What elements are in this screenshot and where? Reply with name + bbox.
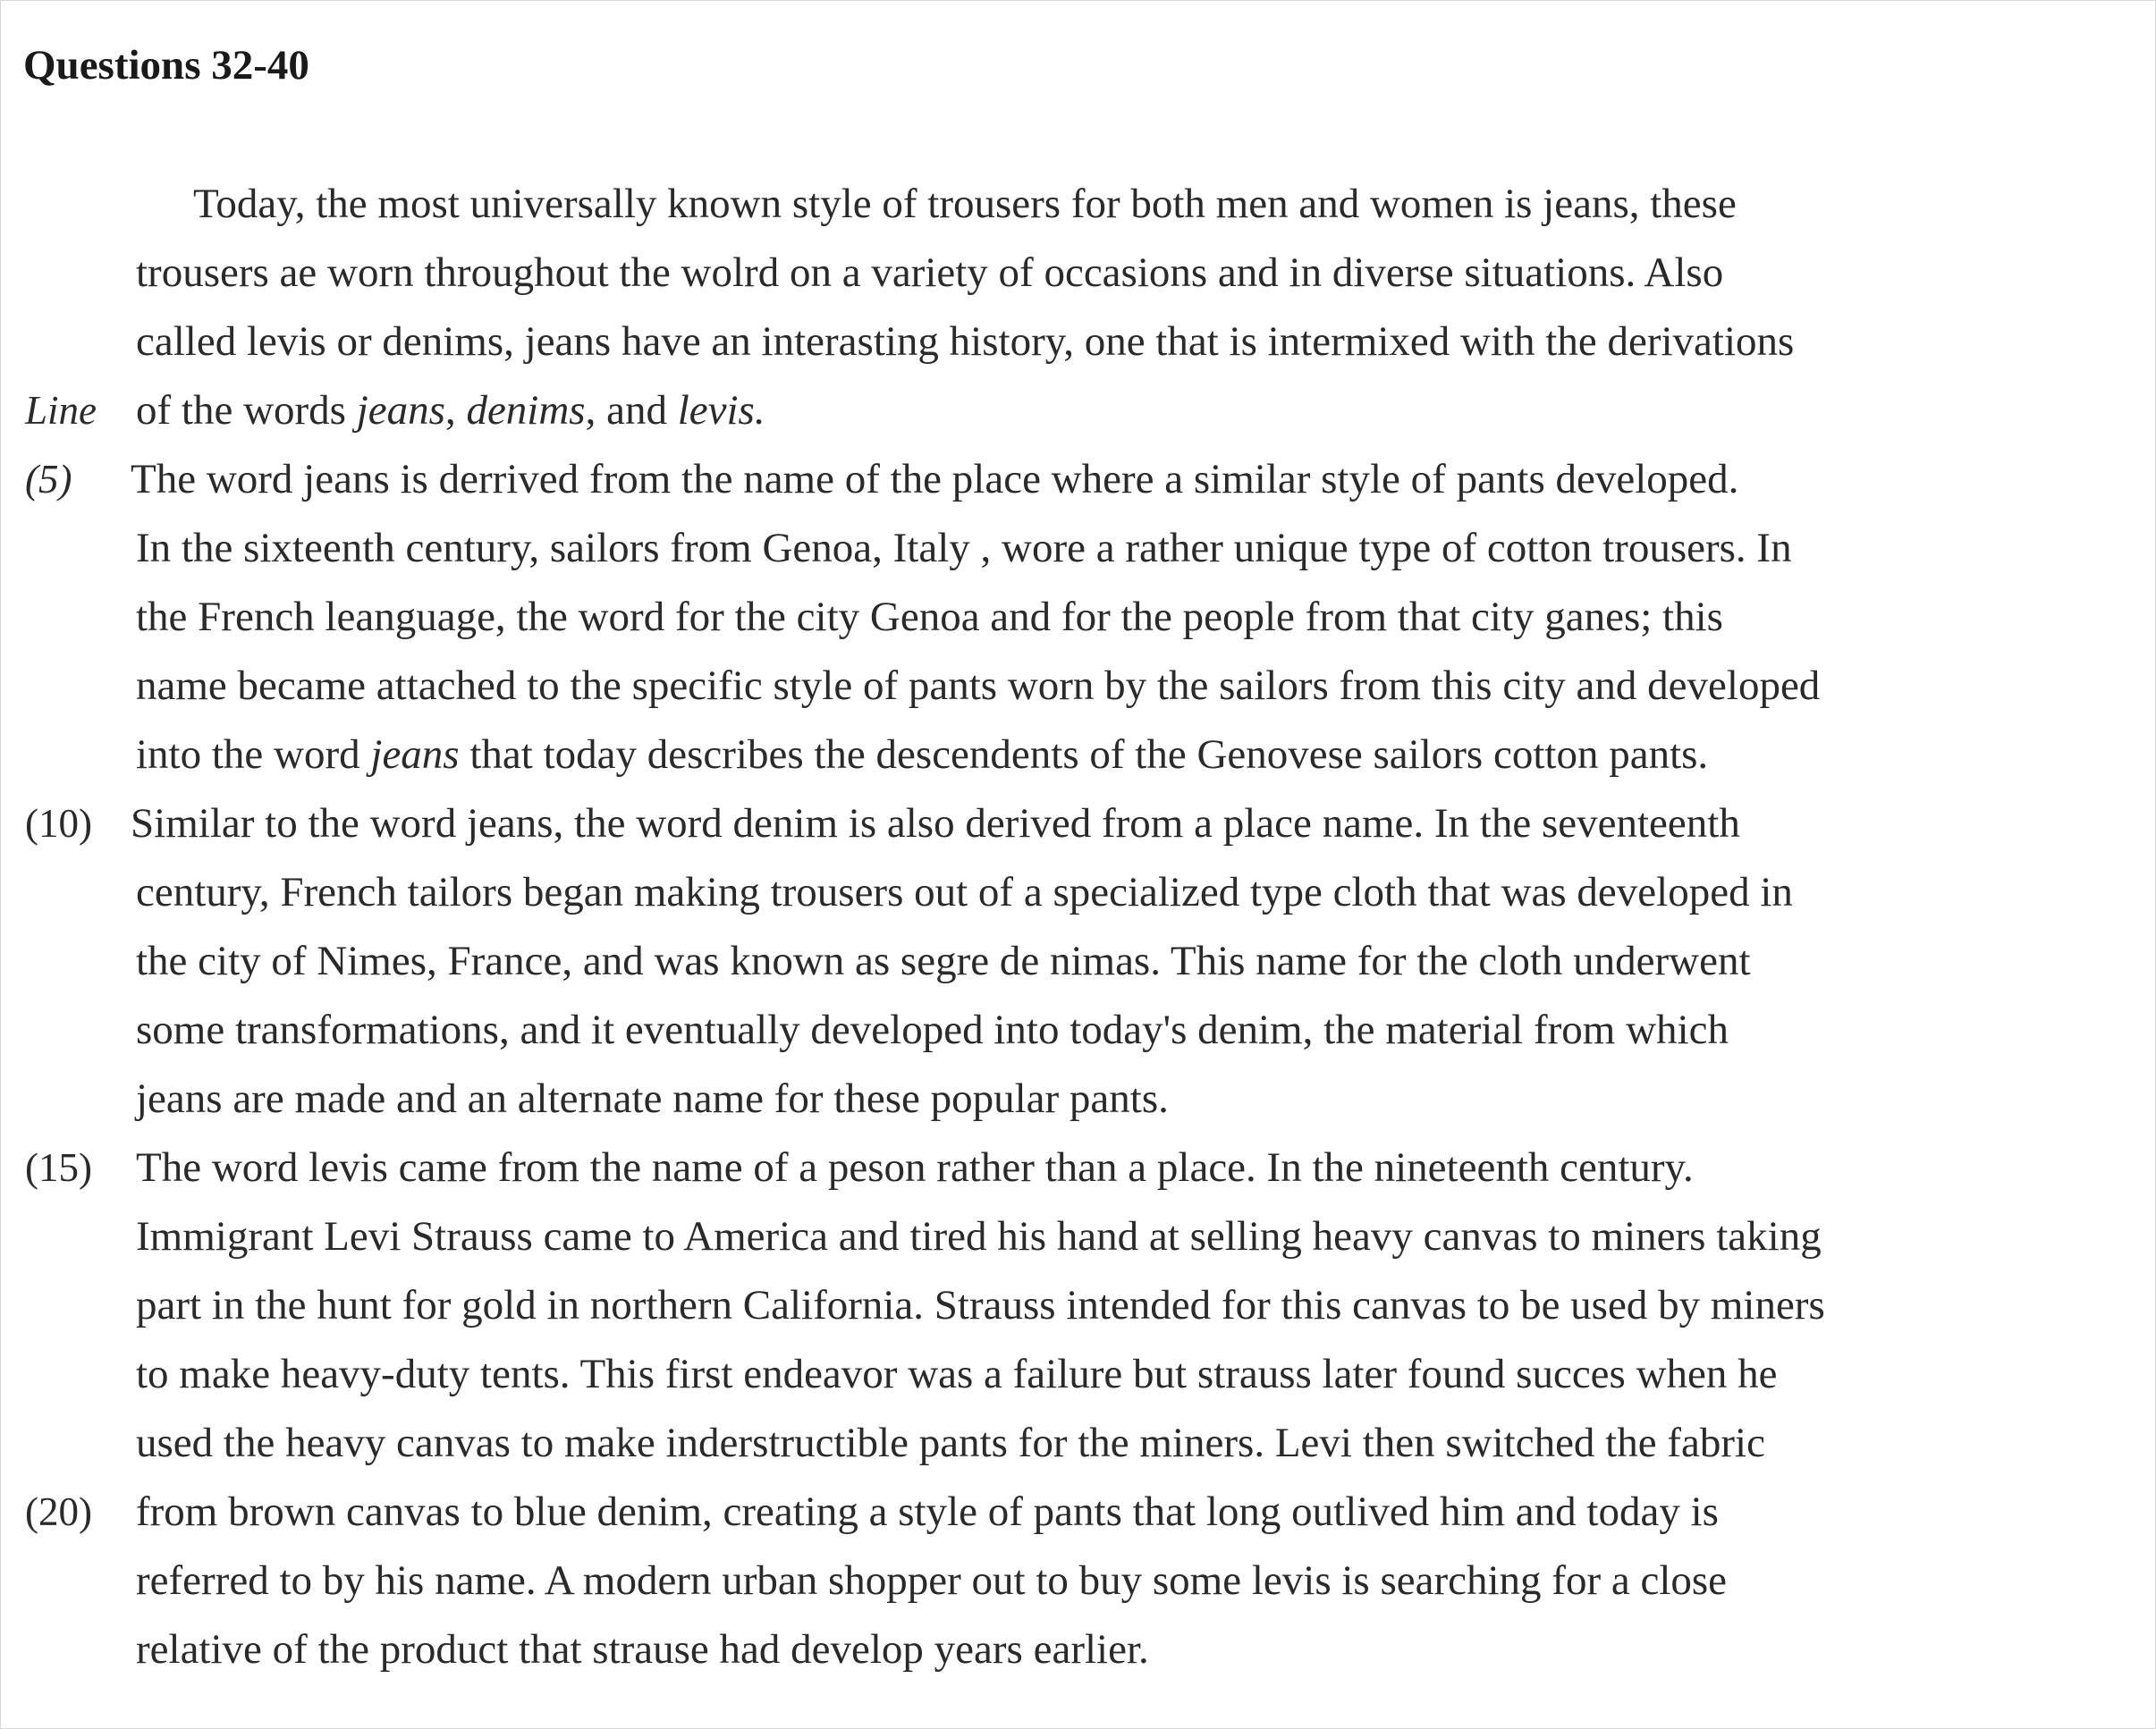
passage-line-6: [0, 514, 2156, 583]
line-text: Immigrant Levi Strauss came to America and tired his hand at selling heavy canvas to miners taking: [136, 1213, 1822, 1260]
italic-term-jeans: jeans: [356, 387, 445, 434]
passage-line-15: [0, 1134, 2156, 1202]
line-text: called levis or denims, jeans have an interasting history, one that is intermixed with the derivations: [136, 318, 1795, 365]
passage-line-7: [0, 583, 2156, 652]
line-text: Similar to the word jeans, the word denim is also derived from a place name. In the seventeenth: [131, 800, 1740, 847]
passage-line-20: [0, 1478, 2156, 1547]
line-text: part in the hunt for gold in northern California. Strauss intended for this canvas to be used by miners: [136, 1282, 1825, 1328]
line-text: jeans are made and an alternate name for these popular pants.: [136, 1075, 1169, 1122]
text-run: that today describes the descendents of the Genovese sailors cotton pants.: [459, 731, 1709, 778]
passage-line-21: [0, 1547, 2156, 1615]
line-text: from brown canvas to blue denim, creating a style of pants that long outlived him and today is: [136, 1489, 1719, 1535]
line-text: [136, 376, 765, 445]
italic-term-levis: levis.: [677, 387, 765, 434]
line-number-15: (15): [25, 1145, 92, 1190]
line-text: Today, the most universally known style of trousers for both men and women is jeans, these: [193, 181, 1737, 227]
passage-line-13: [0, 996, 2156, 1065]
passage-line-4: [0, 376, 2156, 445]
passage-line-5: [0, 445, 2156, 514]
passage-line-3: [0, 308, 2156, 376]
passage-line-9: [0, 721, 2156, 789]
line-text: to make heavy-duty tents. This first endeavor was a failure but strauss later found succes when he: [136, 1351, 1778, 1397]
line-number-20: (20): [25, 1489, 92, 1534]
line-text: In the sixteenth century, sailors from Genoa, Italy , wore a rather unique type of cotton trousers. In: [136, 525, 1792, 571]
line-number-10: (10): [25, 801, 92, 846]
line-text: [136, 721, 1708, 789]
text-run: of the words: [136, 387, 357, 434]
line-text: some transformations, and it eventually developed into today's denim, the material from which: [136, 1007, 1729, 1053]
line-text: referred to by his name. A modern urban shopper out to buy some levis is searching for a close: [136, 1557, 1728, 1604]
reading-passage: [0, 170, 2156, 1684]
passage-line-16: [0, 1202, 2156, 1271]
passage-line-2: [0, 239, 2156, 308]
passage-line-1: [0, 170, 2156, 239]
line-text: century, French tailors began making trousers out of a specialized type cloth that was developed in: [136, 869, 1793, 915]
line-text: trousers ae worn throughout the wolrd on a variety of occasions and in diverse situations. Also: [136, 249, 1724, 296]
passage-line-12: [0, 927, 2156, 996]
line-text: the city of Nimes, France, and was known as segre de nimas. This name for the cloth underwent: [136, 938, 1751, 984]
passage-line-22: [0, 1615, 2156, 1684]
line-marker-label: Line: [25, 388, 97, 433]
text-run: ,: [444, 387, 467, 434]
line-text: The word jeans is derrived from the name of the place where a similar style of pants developed.: [131, 456, 1739, 502]
passage-line-18: [0, 1340, 2156, 1409]
italic-term-jeans: jeans: [370, 731, 460, 778]
line-text: The word levis came from the name of a peson rather than a place. In the nineteenth century.: [136, 1144, 1694, 1191]
passage-line-8: [0, 652, 2156, 721]
line-text: name became attached to the specific style of pants worn by the sailors from this city and developed: [136, 662, 1821, 709]
line-number-5: (5): [25, 457, 72, 502]
passage-line-11: [0, 858, 2156, 927]
italic-term-denims: denims: [466, 387, 586, 434]
text-run: , and: [585, 387, 678, 434]
text-run: into the word: [136, 731, 371, 778]
line-text: the French leanguage, the word for the city Genoa and for the people from that city ganes; this: [136, 594, 1723, 640]
line-text: relative of the product that strause had develop years earlier.: [136, 1626, 1149, 1673]
passage-line-14: [0, 1065, 2156, 1134]
passage-line-10: [0, 789, 2156, 858]
passage-line-19: [0, 1409, 2156, 1478]
line-text: used the heavy canvas to make inderstructible pants for the miners. Levi then switched the fabric: [136, 1420, 1765, 1466]
passage-line-17: [0, 1271, 2156, 1340]
questions-heading: Questions 32-40: [23, 42, 309, 89]
